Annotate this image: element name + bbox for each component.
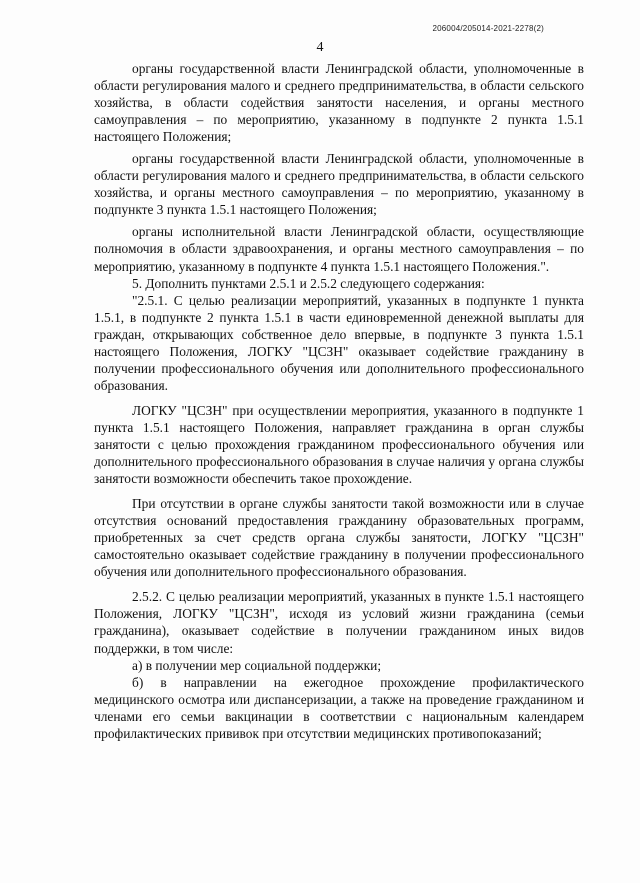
paragraph: ЛОГКУ "ЦСЗН" при осуществлении мероприятия, указанного в подпункте 1 пункта 1.5.1 настоящего Положения, направляет гражданина в орган службы занятости с целью прохождения гражданином профессионального обучения или дополнительного профессионального образования в случае наличия у органа службы занятости возможности обеспечить такое прохождение.: [94, 402, 584, 487]
paragraph: "2.5.1. С целью реализации мероприятий, указанных в подпункте 1 пункта 1.5.1, в подпункте 2 пункта 1.5.1 в части единовременной денежной выплаты для граждан, открывающих собственное дело впервые, в подпункте 3 пункта 1.5.1 настоящего Положения, ЛОГКУ "ЦСЗН" оказывает содействие гражданину в получении профессионального обучения или дополнительного профессионального образования.: [94, 292, 584, 393]
paragraph: При отсутствии в органе службы занятости такой возможности или в случае отсутствия оснований предоставления гражданину образовательных программ, приобретенных за счет средств органа службы занятости, ЛОГКУ "ЦСЗН" самостоятельно оказывает содействие гражданину в получении профессионального обучения или дополнительного профессионального образования.: [94, 496, 584, 580]
list-item: а) в получении мер социальной поддержки;: [132, 657, 382, 673]
document-number: 206004/205014-2021-2278(2): [432, 24, 544, 33]
paragraph: органы государственной власти Ленинградской области, уполномоченные в области регулирования малого и среднего предпринимательства, в области сельского хозяйства, и органы местного самоуправления – по мероприятию, указанному в подпункте 3 пункта 1.5.1 настоящего Положения;: [94, 151, 584, 218]
paragraph: органы государственной власти Ленинградской области, уполномоченные в области регулирования малого и среднего предпринимательства, в области сельского хозяйства, в области содействия занятости населения, и органы местного самоуправления – по мероприятию, указанному в подпункте 2 пункта 1.5.1 настоящего Положения;: [94, 61, 584, 145]
paragraph: 5. Дополнить пунктами 2.5.1 и 2.5.2 следующего содержания:: [132, 275, 485, 291]
list-item: б) в направлении на ежегодное прохождение профилактического медицинского осмотра или диспансеризации, а также на проведение гражданином и членами его семьи вакцинации в соответствии с национальным календарем профилактических прививок при отсутствии медицинских противопоказаний;: [94, 674, 584, 741]
paragraph: органы исполнительной власти Ленинградской области, осуществляющие полномочия в области здравоохранения, и органы местного самоуправления – по мероприятию, указанному в подпункте 4 пункта 1.5.1 настоящего Положения.".: [94, 224, 584, 274]
document-body: [94, 60, 584, 742]
paragraph: 2.5.2. С целью реализации мероприятий, указанных в пункте 1.5.1 настоящего Положения, ЛОГКУ "ЦСЗН", исходя из условий жизни гражданина (семьи гражданина), оказывает содействие в получении гражданином иных видов поддержки, в том числе:: [94, 589, 584, 656]
page-number: 4: [316, 40, 324, 55]
